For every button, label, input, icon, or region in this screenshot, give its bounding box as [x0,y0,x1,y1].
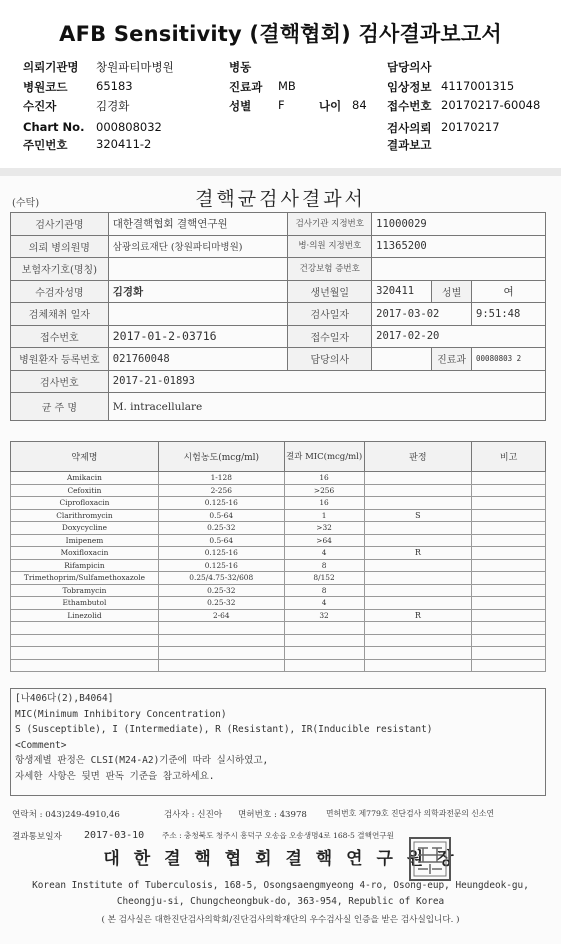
table-row [11,509,546,522]
field-request-value [441,120,500,134]
field-hospital-code [23,79,67,95]
conc-cell: 0.125-16 [158,559,284,572]
info-label: 의뢰 병의원명 [11,235,109,258]
table-row [11,559,546,572]
field-institution [23,59,79,75]
drug-name-cell: Linezolid [11,609,159,622]
empty-cell [158,622,284,635]
field-value: 20170217-60048 [441,98,541,112]
info-value: 9:51:48 [472,303,546,326]
drug-name-cell: Cefoxitin [11,484,159,497]
note-legend: S (Susceptible), I (Intermediate), R (Resistant), IR(Inducible resistant) [15,724,433,735]
empty-cell [11,659,159,672]
info-row [11,393,546,421]
drug-name-cell: Rifampicin [11,559,159,572]
info-label: 보험자기호(명칭) [11,258,109,281]
info-value: 2017-03-02 [372,303,472,326]
note-comment-tag: <Comment> [15,739,67,751]
empty-cell [284,622,364,635]
field-label: 결과보고 [387,138,432,152]
drug-name-cell: Tobramycin [11,584,159,597]
field-patient-value [96,98,129,114]
info-table [10,212,546,421]
judge-cell [364,584,472,597]
empty-cell [364,647,472,660]
mic-cell: 8/152 [284,572,364,585]
col-header-note: 비고 [472,442,546,472]
judge-cell [364,597,472,610]
empty-cell [284,659,364,672]
report-header [0,0,561,168]
judge-cell: R [364,547,472,560]
note-cell [472,472,546,485]
footer-contact: 연락처 : 043)249-4910,46 [12,810,120,820]
field-dept-value [278,79,296,93]
table-row-empty [11,659,546,672]
empty-cell [11,647,159,660]
field-receipt [387,98,431,114]
info-value [108,303,288,326]
info-label: 접수일자 [288,325,372,348]
table-row [11,522,546,535]
col-header-mic: 결과 MIC(mcg/ml) [284,442,364,472]
field-request [387,120,431,136]
field-value: 4117001315 [441,79,515,93]
official-seal-stamp [408,836,452,882]
mic-cell: >64 [284,534,364,547]
field-patient [23,98,56,114]
table-row [11,547,546,560]
info-label: 건강보험 증번호 [288,258,372,281]
field-label: 성별 [229,99,252,113]
mic-cell: 8 [284,584,364,597]
field-label: 접수번호 [387,99,432,113]
scanned-report [0,176,561,944]
drug-name-cell: Amikacin [11,472,159,485]
field-value: F [278,98,285,112]
drug-name-cell: Clarithromycin [11,509,159,522]
info-value: 2017-21-01893 [108,370,545,393]
note-cell [472,547,546,560]
empty-cell [158,659,284,672]
conc-cell: 2-256 [158,484,284,497]
info-value: M. intracellulare [108,393,545,421]
info-label: 검사기관 지정번호 [288,213,372,236]
info-value: 320411 [372,280,432,303]
info-value [372,348,432,371]
conc-cell: 0.25-32 [158,522,284,535]
field-clinical-value [441,79,514,93]
field-label: 수진자 [23,99,57,113]
info-label: 검사번호 [11,370,109,393]
info-label: 수검자성명 [11,280,109,303]
info-row [11,370,546,393]
field-value: 65183 [96,79,133,93]
note-code: [나406다(2),B4064] [15,693,114,704]
info-row [11,280,546,303]
info-label: 검체채취 일자 [11,303,109,326]
field-sex-value [278,98,285,112]
receipt-tag: (수탁) [12,198,40,209]
table-row [11,472,546,485]
field-label: 나이 [319,99,342,113]
info-value [372,258,546,281]
empty-cell [158,647,284,660]
table-row [11,484,546,497]
table-row [11,609,546,622]
table-row [11,584,546,597]
drug-name-cell: Ciprofloxacin [11,497,159,510]
info-row [11,303,546,326]
info-label: 생년월일 [288,280,372,303]
section-divider [0,168,561,176]
info-label: 병원환자 등록번호 [11,348,109,371]
empty-cell [364,622,472,635]
info-row [11,325,546,348]
table-row-empty [11,622,546,635]
table-row [11,534,546,547]
footer-address: 주소 : 충청북도 청주시 흥덕구 오송읍 오송생명4로 168-5 결핵연구원 [162,831,394,840]
conc-cell: 1-128 [158,472,284,485]
conc-cell: 0.125-16 [158,497,284,510]
mic-cell: 1 [284,509,364,522]
field-label: 담당의사 [387,60,432,74]
info-label: 검사일자 [288,303,372,326]
field-label: 병동 [229,60,252,74]
note-cell [472,584,546,597]
field-value: 84 [352,98,367,112]
table-header-row [11,442,546,472]
conc-cell: 0.25-32 [158,597,284,610]
info-label: 성별 [432,280,472,303]
note-comment: 항생제별 판정은 CLSI(M24-A2)기준에 따라 실시하였고, [15,755,269,766]
empty-cell [11,622,159,635]
col-header-judge: 판정 [364,442,472,472]
footer-specialist: 면허번호 제779호 진단검사 의학과전문의 신소연 [326,809,494,818]
empty-cell [284,647,364,660]
field-label: 검사의뢰 [387,121,432,135]
note-cell [472,522,546,535]
col-header-drug: 약제명 [11,442,159,472]
judge-cell [364,497,472,510]
judge-cell [364,484,472,497]
note-comment: 자세한 사항은 뒷면 판독 기준을 참고하세요. [15,770,215,782]
field-hospital-code-value [96,79,133,93]
judge-cell [364,559,472,572]
field-age-value [352,98,367,112]
table-row-empty [11,647,546,660]
table-row [11,497,546,510]
field-sex [229,98,251,114]
field-label: Chart No. [23,120,85,134]
info-value: 김경화 [108,280,288,303]
field-label: 의뢰기관명 [23,60,79,74]
field-rrn [23,137,67,153]
info-value: 2017-02-20 [372,325,546,348]
drug-name-cell: Ethambutol [11,597,159,610]
field-value: 000808032 [96,120,162,134]
note-cell [472,484,546,497]
note-cell [472,572,546,585]
drug-name-cell: Imipenem [11,534,159,547]
mic-cell: >32 [284,522,364,535]
conc-cell: 2-64 [158,609,284,622]
info-label: 접수번호 [11,325,109,348]
field-value: 김경화 [96,99,130,113]
note-mic: MIC(Minimum Inhibitory Concentration) [15,708,227,720]
field-label: 임상정보 [387,80,432,94]
judge-cell: R [364,609,472,622]
field-clinical [387,79,431,95]
footer-english-line1: Korean Institute of Tuberculosis, 168-5, Osongsaengmyeong 4-ro, Osong-eup, Heungdeok-gu, [32,880,529,891]
susceptibility-table [10,441,546,672]
footer-license: 면허번호 : 43978 [238,810,307,820]
empty-cell [364,659,472,672]
field-chart [23,120,84,134]
judge-cell: S [364,509,472,522]
scanned-title: 결핵균검사결과서 [195,188,366,210]
info-value: 11365200 [372,235,546,258]
field-doctor [387,59,431,75]
info-value: 11000029 [372,213,546,236]
info-value: 00080803 2 [472,348,546,371]
empty-cell [158,634,284,647]
info-label: 검사기관명 [11,213,109,236]
drug-name-cell: Moxifloxacin [11,547,159,560]
footer-certification: ( 본 검사실은 대한진단검사의학회/진단검사의학재단의 우수검사실 인증을 받은 검사실입니다. ) [101,915,460,925]
report-title: AFB Sensitivity (결핵협회) 검사결과보고서 [59,22,502,46]
field-ward [229,59,251,75]
field-institution-value [96,59,174,75]
empty-cell [364,634,472,647]
conc-cell: 0.25-32 [158,584,284,597]
field-dept [229,79,262,95]
table-row [11,597,546,610]
info-value: 대한결핵협회 결핵연구원 [108,213,288,236]
field-value: 20170217 [441,120,500,134]
mic-cell: 8 [284,559,364,572]
info-value: 2017-01-2-03716 [108,325,288,348]
field-age [319,98,341,114]
empty-cell [472,647,546,660]
note-cell [472,597,546,610]
field-label: 주민번호 [23,138,68,152]
judge-cell [364,472,472,485]
info-label: 담당의사 [288,348,372,371]
empty-cell [472,622,546,635]
judge-cell [364,572,472,585]
mic-cell: 32 [284,609,364,622]
mic-cell: 4 [284,597,364,610]
mic-cell: >256 [284,484,364,497]
field-result [387,137,431,153]
info-row [11,235,546,258]
field-value: MB [278,79,296,93]
info-value [108,258,288,281]
footer-date-label: 결과통보일자 [12,832,62,842]
conc-cell: 0.25/4.75-32/608 [158,572,284,585]
susceptibility-rows [11,472,546,672]
note-cell [472,609,546,622]
footer-tester: 검사자 : 신진아 [164,810,223,820]
info-label: 병·의원 지정번호 [288,235,372,258]
table-row-empty [11,634,546,647]
mic-cell: 16 [284,472,364,485]
empty-cell [284,634,364,647]
info-value: 021760048 [108,348,288,371]
drug-name-cell: Trimethoprim/Sulfamethoxazole [11,572,159,585]
empty-cell [472,634,546,647]
field-rrn-value [96,137,151,151]
empty-cell [11,634,159,647]
note-cell [472,534,546,547]
mic-cell: 16 [284,497,364,510]
info-row [11,258,546,281]
field-chart-value [96,120,162,134]
note-cell [472,497,546,510]
col-header-conc: 시험농도(mcg/ml) [158,442,284,472]
conc-cell: 0.5-64 [158,509,284,522]
note-cell [472,559,546,572]
info-label: 진료과 [432,348,472,371]
judge-cell [364,522,472,535]
conc-cell: 0.125-16 [158,547,284,560]
empty-cell [472,659,546,672]
info-label: 균 주 명 [11,393,109,421]
table-row [11,572,546,585]
info-value: 삼광의료재단 (창원파티마병원) [108,235,288,258]
mic-cell: 4 [284,547,364,560]
info-row [11,348,546,371]
field-label: 병원코드 [23,80,68,94]
org-signature: 대 한 결 핵 협 회 결 핵 연 구 원 장 [103,849,458,869]
note-cell [472,509,546,522]
info-value: 여 [472,280,546,303]
conc-cell: 0.5-64 [158,534,284,547]
info-row [11,213,546,236]
field-value: 창원파티마병원 [96,60,174,74]
judge-cell [364,534,472,547]
notes-box [10,688,546,796]
footer-date-value: 2017-03-10 [84,830,145,841]
footer-english-line2: Cheongju-si, Chungcheongbuk-do, 363-954, Republic of Korea [116,896,445,907]
field-receipt-value [441,98,540,112]
drug-name-cell: Doxycycline [11,522,159,535]
field-value: 320411-2 [96,137,152,151]
field-label: 진료과 [229,80,263,94]
